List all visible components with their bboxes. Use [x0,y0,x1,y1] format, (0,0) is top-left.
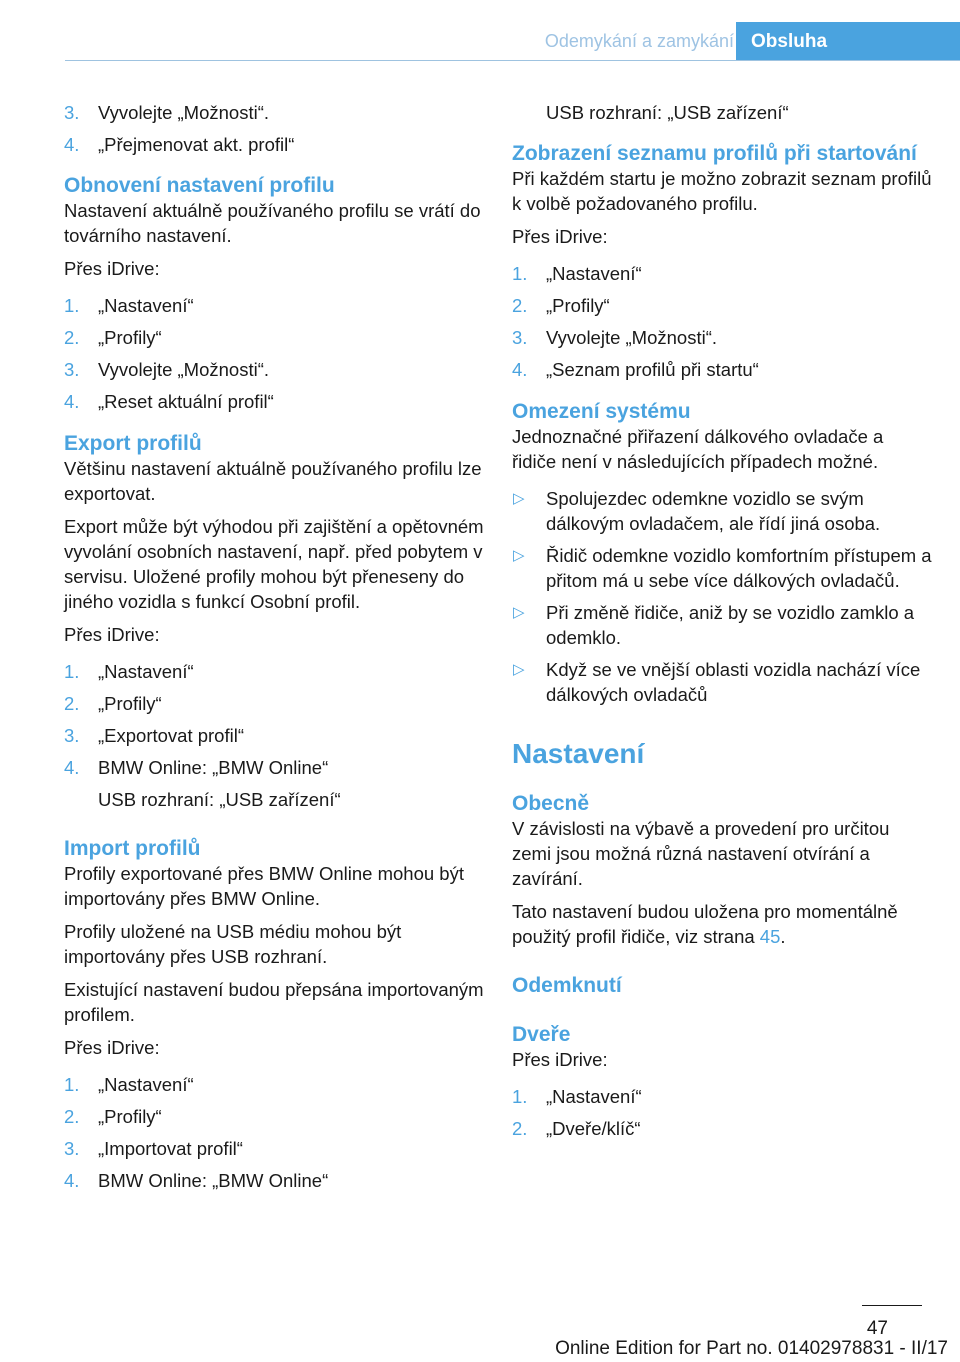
list-item [64,659,484,684]
list-item [512,600,932,650]
heading-general: Obecně [512,792,590,815]
step-number: 2. [64,1106,80,1127]
heading-export-profiles: Export profilů [64,432,202,455]
triangle-bullet-icon: ▷ [513,490,525,507]
triangle-bullet-icon: ▷ [513,661,525,678]
list-item [64,1104,484,1129]
list-item [512,293,932,318]
step-text: „Nastavení“ [98,661,194,682]
step-text: „Dveře/klíč“ [546,1118,641,1139]
page-header [0,0,960,62]
list-item [64,1168,484,1193]
heading-doors: Dveře [512,1023,571,1046]
step-text: „Reset aktuální profil“ [98,391,274,412]
step-number: 1. [64,1074,80,1095]
step-text: „Profily“ [546,295,610,316]
step-number: 3. [64,725,80,746]
step-number: 1. [512,1086,528,1107]
step-number: 1. [512,263,528,284]
paragraph-text: . [780,926,786,947]
page-number: 47 [866,1318,888,1339]
step-number: 2. [512,295,528,316]
triangle-bullet-icon: ▷ [513,547,525,564]
step-text: „Nastavení“ [98,295,194,316]
paragraph: Existující nastavení budou přepsána importovaným profilem. [64,979,484,1025]
paragraph: V závislosti na výbavě a provedení pro určitou zemi jsou možná různá nastavení otvírání a zavírání. [512,818,890,889]
paragraph: Při každém startu je možno zobrazit seznam profilů k volbě požadovaného profilu. [512,168,932,214]
step-list [512,261,932,382]
via-idrive: Přes iDrive: [64,258,160,279]
step-number: 1. [64,295,80,316]
via-idrive: Přes iDrive: [512,226,608,247]
list-item [512,486,932,536]
list-item [64,755,484,780]
paragraph: Export může být výhodou při zajištění a opětovném vyvolání osobních nastavení, např. před pobytem v servisu. Uložené profily mohou být přeneseny do jiného vozidla s funkcí Osobní profil. [64,516,484,612]
list-item [64,1072,484,1097]
step-text: Vyvolejte „Možnosti“. [546,327,718,348]
list-item [64,132,484,157]
step-number: 2. [64,693,80,714]
step-text: „Nastavení“ [98,1074,194,1095]
list-item [512,657,932,707]
step-list [64,659,484,780]
step-number: 3. [64,102,80,123]
page-reference-link[interactable]: 45 [759,926,781,947]
step-text: Vyvolejte „Možnosti“. [98,102,270,123]
left-column [64,100,484,1200]
step-number: 3. [64,1138,80,1159]
paragraph [512,899,932,949]
step-text: „Nastavení“ [546,1086,642,1107]
step-text: „Profily“ [98,1106,162,1127]
step-number: 3. [64,359,80,380]
list-item [64,325,484,350]
heading-settings: Nastavení [512,738,645,769]
via-idrive: Přes iDrive: [64,624,160,645]
bullet-text: Při změně řidiče, aniž by se vozidlo zamklo a odemklo. [546,602,915,648]
triangle-bullet-icon: ▷ [513,604,525,621]
edition-footer: Online Edition for Part no. 01402978831 - II/17 [555,1338,948,1359]
heading-system-limits: Omezení systému [512,400,691,423]
paragraph: Profily exportované přes BMW Online mohou být importovány přes BMW Online. [64,863,464,909]
step-list [64,1072,484,1193]
header-rule [65,60,960,61]
list-item [64,723,484,748]
step-text: „Profily“ [98,327,162,348]
step-text: „Seznam profilů při startu“ [546,359,759,380]
step-text: Vyvolejte „Možnosti“. [98,359,270,380]
list-item [512,325,932,350]
list-item [512,261,932,286]
list-item [64,100,484,125]
list-item [512,357,932,382]
chapter-tab[interactable]: Obsluha [736,22,960,61]
step-number: 1. [64,661,80,682]
step-text: „Přejmenovat akt. profil“ [98,134,295,155]
bullet-text: Řidič odemkne vozidlo komfortním přístupem a přitom má u sebe více dálkových ovladačů. [546,545,932,591]
step-text: „Nastavení“ [546,263,642,284]
right-column [512,100,932,1148]
heading-startup-profile-list: Zobrazení seznamu profilů při startování [512,142,917,165]
list-item [64,357,484,382]
heading-reset-profile: Obnovení nastavení profilu [64,174,335,197]
via-idrive: Přes iDrive: [64,1037,160,1058]
step-number: 4. [512,359,528,380]
paragraph: Jednoznačné přiřazení dálkového ovladače a řidiče není v následujících případech možné. [512,426,884,472]
step-number: 4. [64,1170,80,1191]
step-text: BMW Online: „BMW Online“ [98,757,329,778]
via-idrive: Přes iDrive: [512,1049,608,1070]
step-text: BMW Online: „BMW Online“ [98,1170,329,1191]
step-list [64,293,484,414]
heading-import-profiles: Import profilů [64,837,201,860]
list-item [512,543,932,593]
usb-interface-note: USB rozhraní: „USB zařízení“ [98,789,341,810]
bullet-text: Když se ve vnější oblasti vozidla nachází více dálkových ovladačů [546,659,921,705]
list-item [64,1136,484,1161]
step-number: 2. [512,1118,528,1139]
list-item [512,1116,932,1141]
step-number: 4. [64,757,80,778]
footer-rule [862,1305,922,1306]
step-list [64,100,484,157]
list-item [64,389,484,414]
step-number: 4. [64,391,80,412]
paragraph: Nastavení aktuálně používaného profilu se vrátí do továrního nastavení. [64,200,481,246]
paragraph-text: Tato nastavení budou uložena pro momentálně použitý profil řidiče, viz strana [512,901,898,947]
list-item [64,691,484,716]
list-item [512,1084,932,1109]
paragraph: Většinu nastavení aktuálně používaného profilu lze exportovat. [64,458,482,504]
step-text: „Exportovat profil“ [98,725,244,746]
usb-interface-note: USB rozhraní: „USB zařízení“ [546,102,789,123]
step-number: 2. [64,327,80,348]
step-list [512,1084,932,1141]
step-number: 4. [64,134,80,155]
bullet-text: Spolujezdec odemkne vozidlo se svým dálkovým ovladačem, ale řídí jiná osoba. [546,488,881,534]
step-text: „Profily“ [98,693,162,714]
heading-unlock: Odemknutí [512,974,622,997]
bullet-list [512,486,932,707]
step-number: 3. [512,327,528,348]
section-title: Odemykání a zamykání [544,31,734,51]
step-text: „Importovat profil“ [98,1138,243,1159]
paragraph: Profily uložené na USB médiu mohou být importovány přes USB rozhraní. [64,921,402,967]
list-item [64,293,484,318]
